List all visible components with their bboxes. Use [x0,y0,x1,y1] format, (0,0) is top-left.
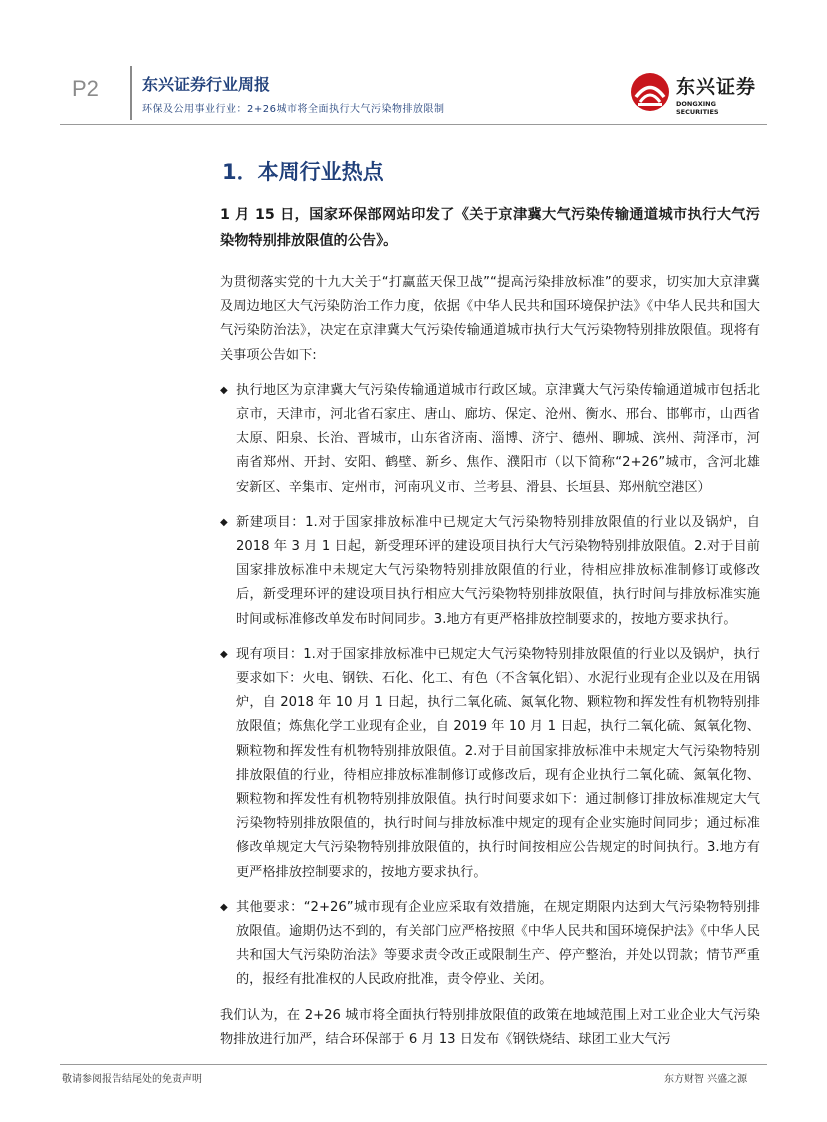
diamond-bullet-icon: ◆ [220,516,228,528]
dongxing-logo-icon [628,70,672,114]
list-item [220,896,760,993]
report-subtitle: 环保及公用事业行业：2+26城市将全面执行大气污染物排放限制 [142,104,445,115]
bullet-list [220,379,760,993]
list-item-text: 现有项目：1.对于国家排放标准中已规定大气污染物特别排放限值的行业以及锅炉，执行要求如下：火电、钢铁、石化、化工、有色（不含氧化铝）、水泥行业现有企业以及在用锅炉，自 2018 年 10 月 1 日起，执行二氧化硫、氮氧化物、颗粒物和挥发性有机物特别排放限值；炼焦化学工业现有企业，自 2019 年 10 月 1 日起，执行二氧化硫、氮氧化物、颗粒物和挥发性有机物特别排放限值。2.对于目前国家排放标准中未规定大气污染物特别排放限值的行业，待相应排放标准制修订或修改后，现有企业执行二氧化硫、氮氧化物、颗粒物和挥发性有机物特别排放限值。执行时间要求如下：通过制修订排放标准规定大气污染物特别排放限值的，执行时间与排放标准中规定的现有企业实施时间同步；通过标准修改单规定大气污染物特别排放限值的，执行时间按相应公告规定的时间执行。3.地方有更严格排放控制要求的，按地方要求执行。 [236,646,760,880]
section-title: 1．本周行业热点 [222,160,384,184]
header-rule [60,124,767,125]
footer-rule [60,1064,767,1065]
list-item-text: 新建项目：1.对于国家排放标准中已规定大气污染物特别排放限值的行业以及锅炉，自 2018 年 3 月 1 日起，新受理环评的建设项目执行大气污染物特别排放限值。2.对于目前国家排放标准中未规定大气污染物特别排放限值的行业，待相应排放标准制修订或修改后，新受理环评的建设项目执行相应大气污染物特别排放限值，执行时间与排放标准实施时间或标准修改单发布时间同步。3.地方有更严格排放控制要求的，按地方要求执行。 [236,514,760,627]
diamond-bullet-icon: ◆ [220,648,228,660]
company-logo [628,70,756,114]
logo-english-name: DONGXING SECURITIES [676,100,719,116]
list-item-text: 执行地区为京津冀大气污染传输通道城市行政区域。京津冀大气污染传输通道城市包括北京市，天津市，河北省石家庄、唐山、廊坊、保定、沧州、衡水、邢台、邯郸市，山西省太原、阳泉、长治、晋城市，山东省济南、淄博、济宁、德州、聊城、滨州、菏泽市，河南省郑州、开封、安阳、鹤壁、新乡、焦作、濮阳市（以下简称“2+26”城市，含河北雄安新区、辛集市、定州市，河南巩义市、兰考县、滑县、长垣县、郑州航空港区） [236,382,760,495]
footer-disclaimer: 敬请参阅报告结尾处的免责声明 [62,1074,202,1085]
list-item [220,379,760,500]
intro-paragraph: 为贯彻落实党的十九大关于“打赢蓝天保卫战”“提高污染排放标准”的要求，切实加大京津冀及周边地区大气污染防治工作力度，依据《中华人民共和国环境保护法》《中华人民共和国大气污染防治法》，决定在京津冀大气污染传输通道城市执行大气污染物特别排放限值。现将有关事项公告如下: [220,275,760,363]
footer-slogan: 东方财智 兴盛之源 [664,1074,748,1085]
list-item-text: 其他要求：“2+26”城市现有企业应采取有效措施，在规定期限内达到大气污染物特别排放限值。逾期仍达不到的，有关部门应严格按照《中华人民共和国环境保护法》《中华人民共和国大气污染防治法》等要求责令改正或限制生产、停产整治，并处以罚款；情节严重的，报经有批准权的人民政府批准，责令停业、关闭。 [236,899,760,988]
report-brand-title: 东兴证券行业周报 [142,75,271,94]
lead-paragraph: 1 月 15 日，国家环保部网站印发了《关于京津冀大气污染传输通道城市执行大气污染物特别排放限值的公告》。 [220,207,760,249]
list-item [220,643,760,885]
diamond-bullet-icon: ◆ [220,384,228,396]
diamond-bullet-icon: ◆ [220,901,228,913]
page-number: P2 [72,76,99,101]
article-body [220,202,760,1063]
closing-paragraph: 我们认为，在 2+26 城市将全面执行特别排放限值的政策在地域范围上对工业企业大气污染物排放进行加严，结合环保部于 6 月 13 日发布《钢铁烧结、球团工业大气污 [220,1007,760,1047]
list-item [220,511,760,632]
header-divider [130,66,132,120]
logo-chinese-name: 东兴证券 [676,76,757,98]
